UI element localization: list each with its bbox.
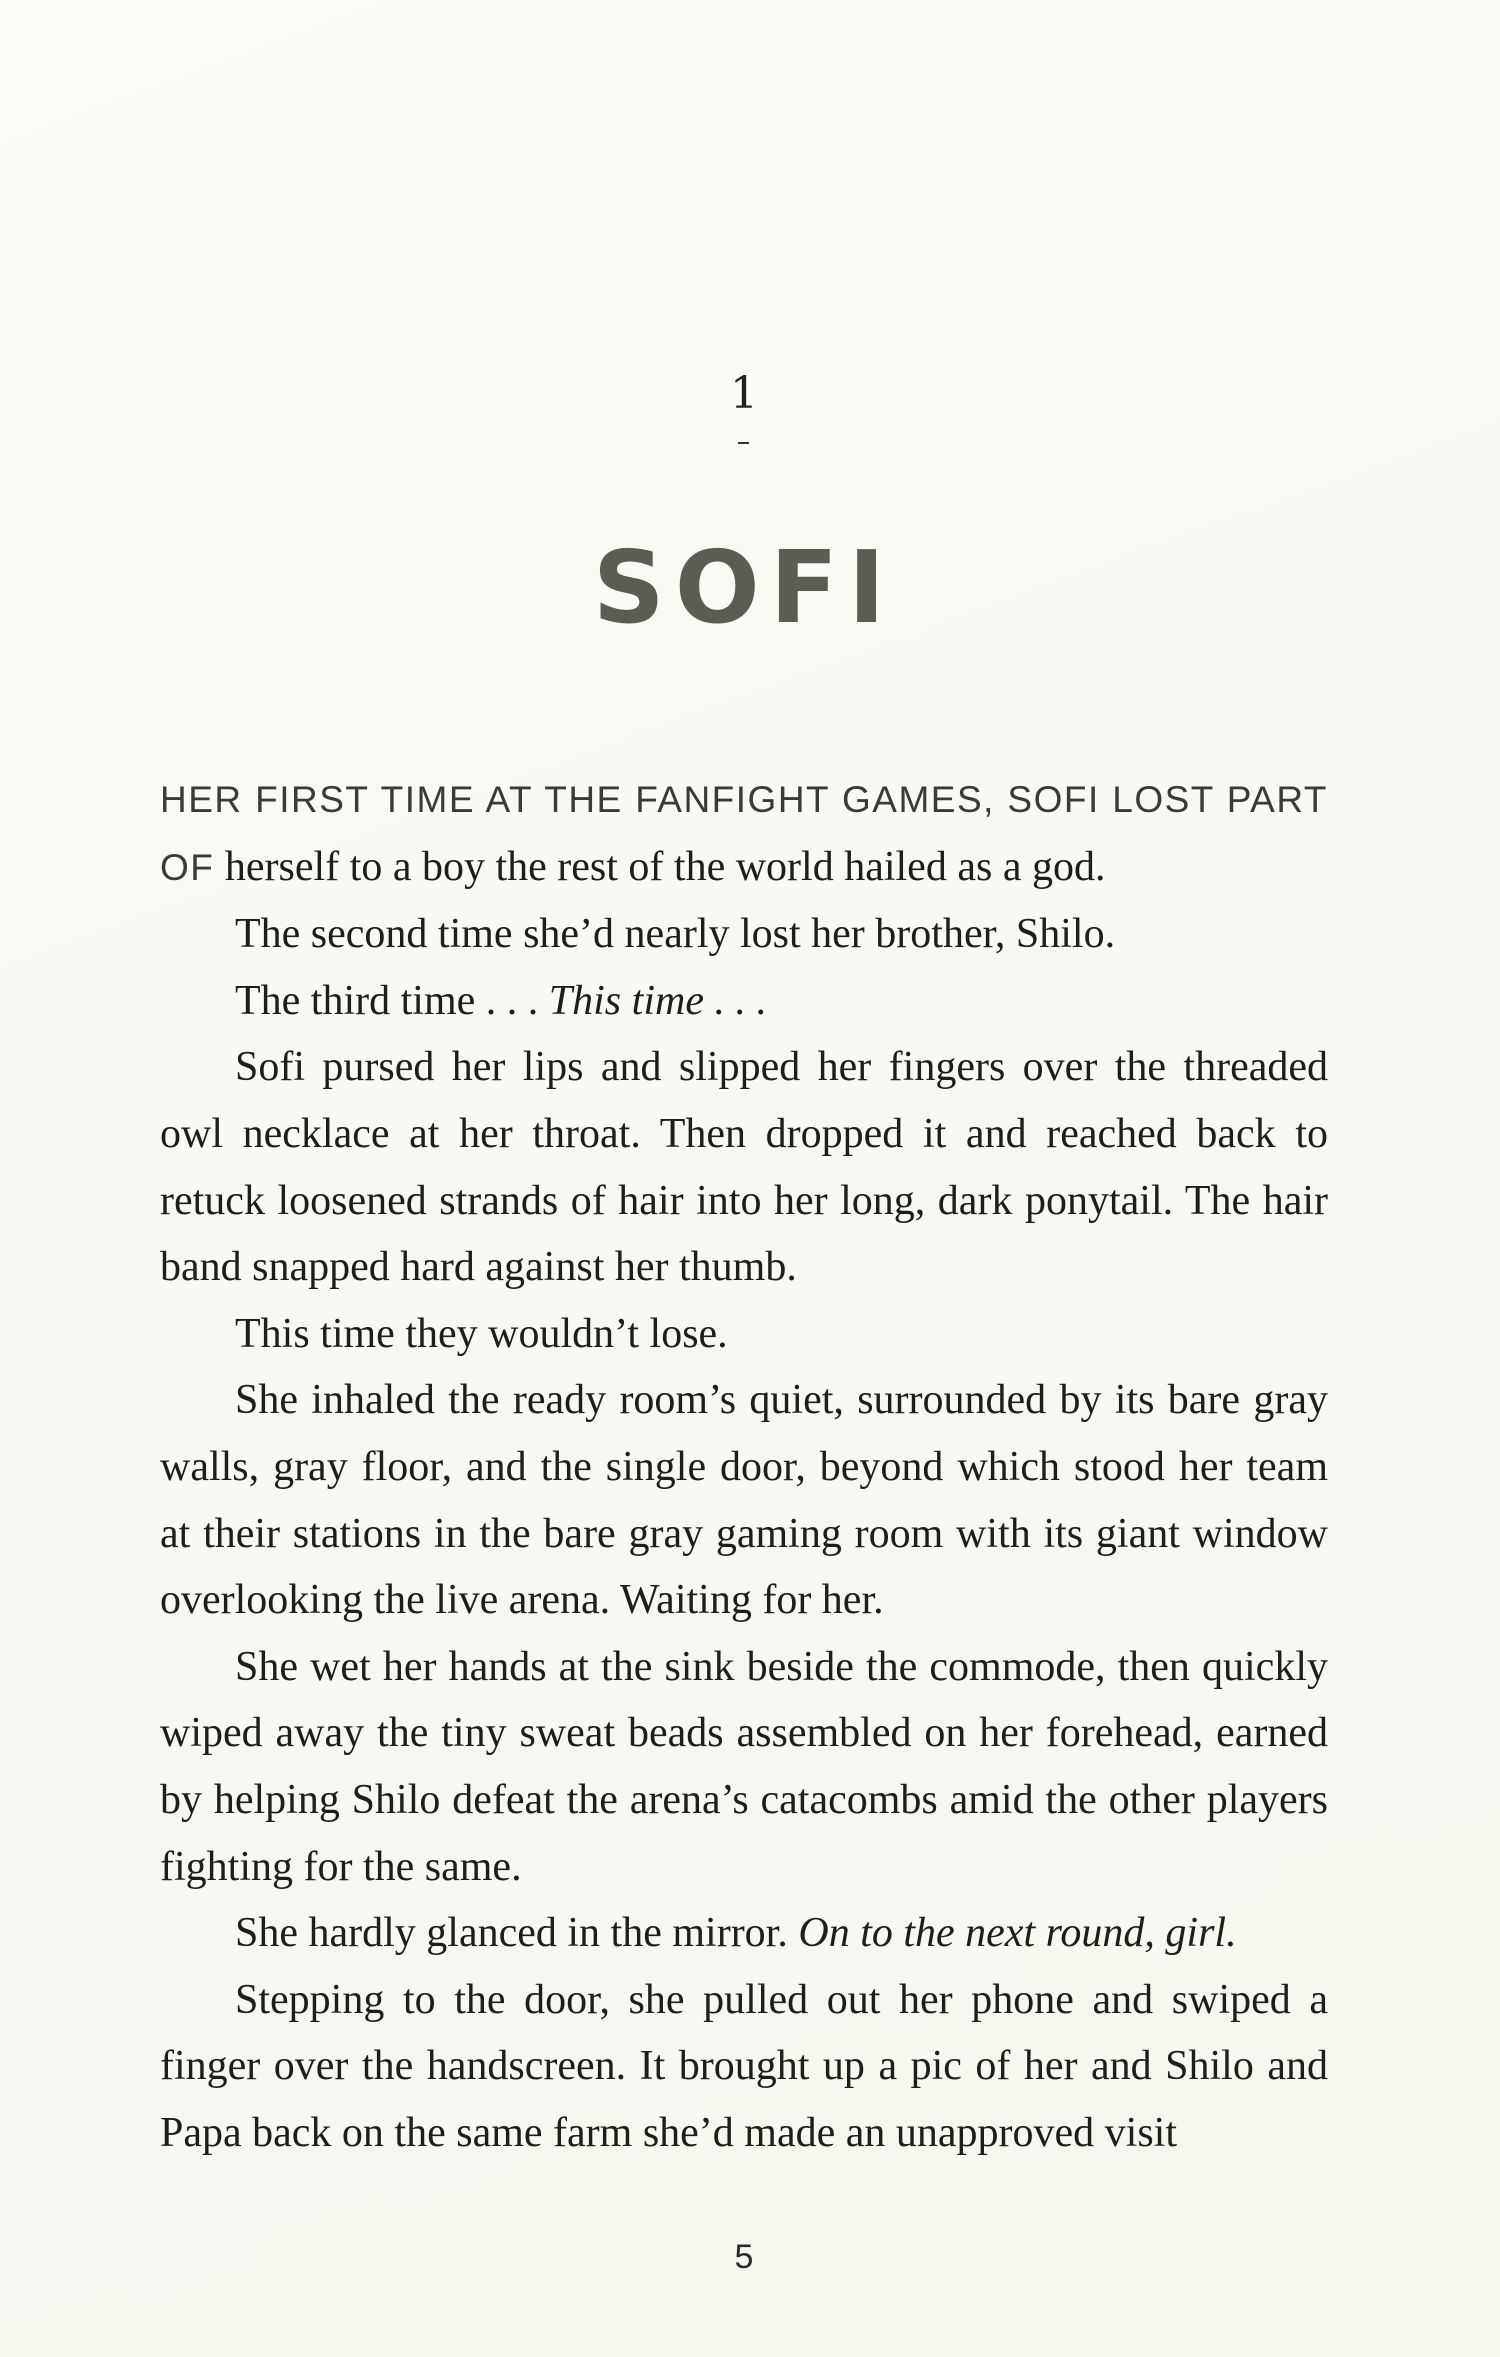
paragraph-text: The third time . . . <box>235 977 549 1024</box>
paragraph <box>160 1301 1328 1368</box>
paragraph-text: herself to a boy the rest of the world hailed as a god. <box>214 843 1106 890</box>
chapter-title: SOFI <box>592 529 896 646</box>
chapter-body <box>160 766 1328 2166</box>
paragraph-text: She wet her hands at the sink beside the commode, then quickly wiped away the tiny sweat beads assembled on her forehead, earned by helping Shilo defeat the arena’s catacombs amid the other players fighting for the same. <box>160 1643 1328 1890</box>
paragraph-text: Sofi pursed her lips and slipped her fingers over the threaded owl necklace at her throat. Then dropped it and reached back to retuck loosened strands of hair into her long, dark ponytail. The hair band snapped hard against her thumb. <box>160 1044 1328 1291</box>
paragraph <box>160 968 1328 1035</box>
page-number: 5 <box>734 2238 754 2276</box>
paragraph <box>160 1367 1328 1633</box>
paragraph-text: The second time she’d nearly lost her brother, Shilo. <box>235 911 1116 958</box>
italic-text: This time . . . <box>548 977 767 1024</box>
paragraph-text: This time they wouldn’t lose. <box>235 1310 728 1357</box>
paragraph <box>160 1634 1328 1900</box>
paragraph <box>160 1967 1328 2167</box>
chapter-number: 1 <box>730 368 758 419</box>
paragraph-text: Stepping to the door, she pulled out her phone and swiped a finger over the handscreen. It brought up a pic of her and Shilo and Papa back on the same farm she’d made an unapproved visit <box>160 1976 1328 2156</box>
paragraph <box>160 1034 1328 1300</box>
paragraph <box>160 766 1328 901</box>
italic-text: On to the next round, girl. <box>798 1910 1237 1957</box>
paragraph-text: She hardly glanced in the mirror. <box>235 1910 799 1957</box>
paragraph <box>160 901 1328 968</box>
paragraph <box>160 1900 1328 1967</box>
paragraph-text: She inhaled the ready room’s quiet, surrounded by its bare gray walls, gray floor, and the single door, beyond which stood her team at their stations in the bare gray gaming room with its giant window overlooking the live arena. Waiting for her. <box>160 1377 1328 1624</box>
chapter-number-rule <box>738 442 749 444</box>
opening-small-caps: HER FIRST TIME AT THE FANFIGHT GAMES, SOFI LOST PART OF <box>160 779 1328 888</box>
